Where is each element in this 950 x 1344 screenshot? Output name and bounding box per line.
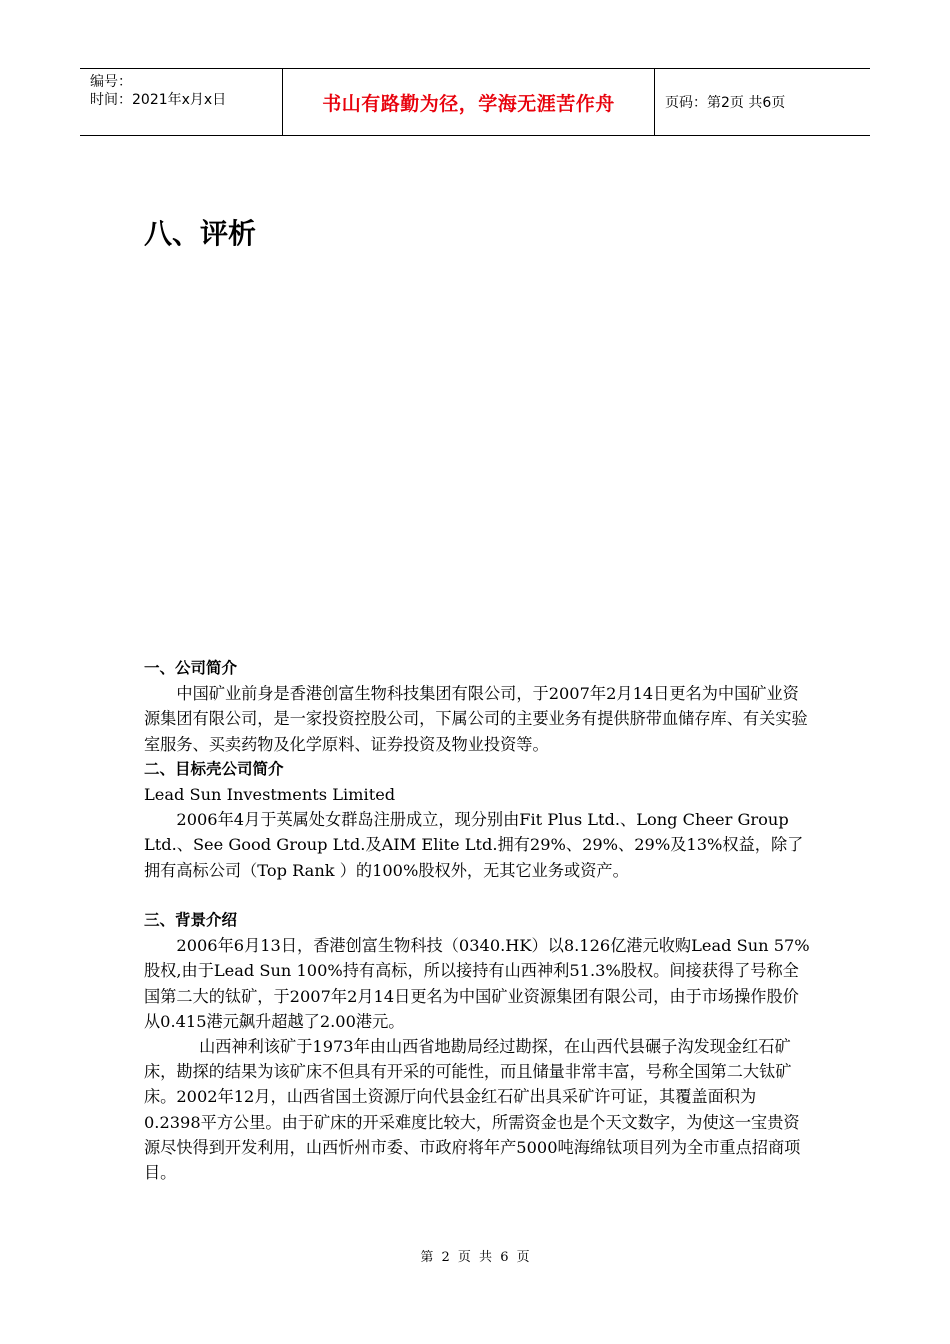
header-meta [80, 69, 283, 135]
page-footer: 第 2 页 共 6 页 [420, 1250, 530, 1265]
paragraph-target-shell: 2006年4月于英属处女群岛注册成立，现分别由Fit Plus Ltd.、Long Cheer Group Ltd.、See Good Group Ltd.及AIM Elite Ltd.拥有29%、29%、29%及13%权益，除了拥有高标公司（Top Rank ）的100%股权外，无其它业务或资产。 [144, 810, 804, 880]
header-motto-cell [283, 69, 655, 135]
header-page-info-cell [655, 69, 870, 135]
section-heading-target-shell: 二、目标壳公司简介 [144, 759, 284, 778]
document-body [144, 656, 812, 1185]
page-header [80, 68, 870, 136]
target-company-name: Lead Sun Investments Limited [144, 785, 396, 805]
header-page-info: 页码：第2页 共6页 [665, 95, 786, 111]
paragraph-company-intro: 中国矿业前身是香港创富生物科技集团有限公司，于2007年2月14日更名为中国矿业资源集团有限公司，是一家投资控股公司，下属公司的主要业务有提供脐带血储存库、有关实验室服务、买卖药物及化学原料、证券投资及物业投资等。 [144, 684, 808, 754]
section-heading-background: 三、背景介绍 [144, 911, 238, 930]
main-title: 八、评析 [144, 217, 257, 250]
section-heading-company-intro: 一、公司简介 [144, 659, 238, 677]
header-motto: 书山有路勤为径，学海无涯苦作舟 [322, 92, 615, 115]
paragraph-background-1: 2006年6月13日，香港创富生物科技（0340.HK）以8.126亿港元收购Lead Sun 57%股权,由于Lead Sun 100%持有高标，所以接持有山西神利51.3%股权。间接获得了号称全国第二大的钛矿，于2007年2月14日更名为中国矿业资源集团有限公司，由于市场操作股价从0.415港元飙升超越了2.00港元。 [144, 936, 810, 1031]
document-time-label: 时间：2021年x月x日 [90, 92, 227, 108]
document-number-label: 编号： [90, 74, 132, 90]
paragraph-background-2: 山西神利该矿于1973年由山西省地勘局经过勘探，在山西代县碾子沟发现金红石矿床，勘探的结果为该矿床不但具有开采的可能性，而且储量非常丰富，号称全国第二大钛矿床。2002年12月，山西省国土资源厅向代县金红石矿出具采矿许可证，其覆盖面积为0.2398平方公里。由于矿床的开采难度比较大，所需资金也是个天文数字，为使这一宝贵资源尽快得到开发利用，山西忻州市委、市政府将年产5000吨海绵钛项目列为全市重点招商项目。 [144, 1037, 801, 1183]
spacer [144, 883, 812, 908]
